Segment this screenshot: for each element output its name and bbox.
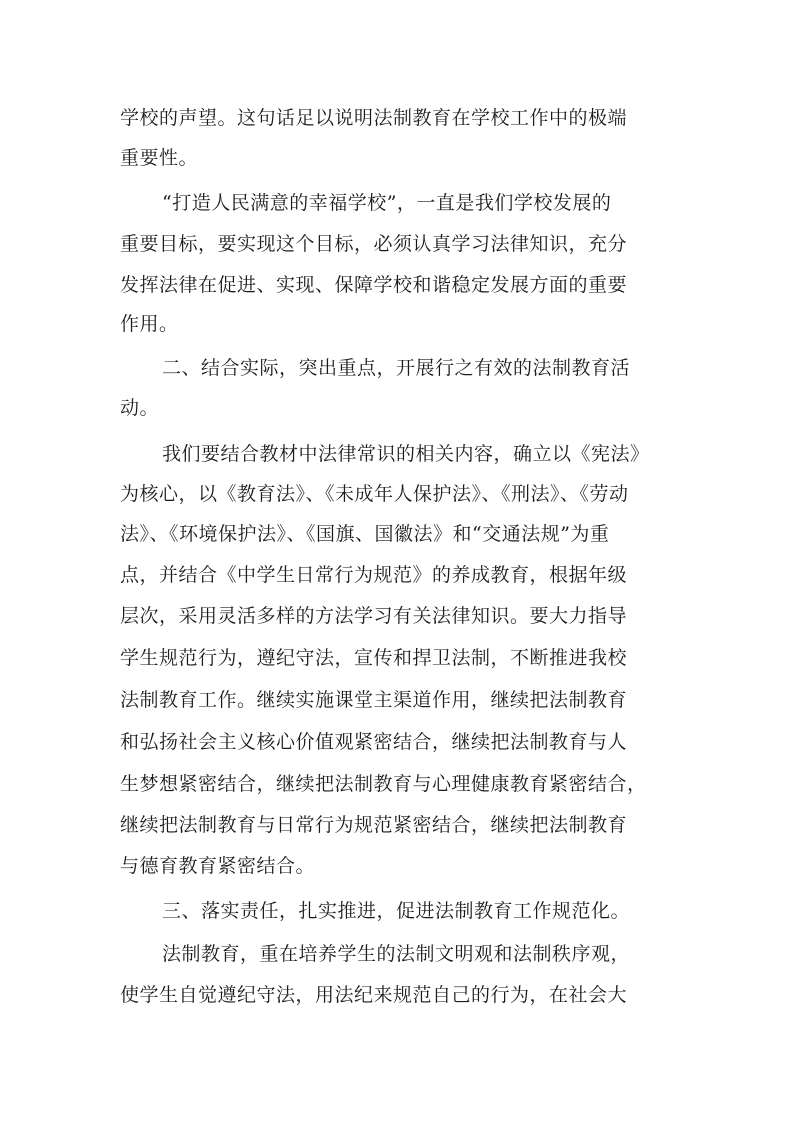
section-heading: 二、结合实际，突出重点，开展行之有效的法制教育活 [162,357,631,379]
section-heading: 三、落实责任，扎实推进，促进法制教育工作规范化。 [162,900,631,922]
text-line: 法制教育，重在培养学生的法制文明观和法制秩序观， [162,943,631,965]
text-line: 学校的声望。这句话足以说明法制教育在学校工作中的极端 [120,107,628,129]
text-line: 生梦想紧密结合，继续把法制教育与心理健康教育紧密结合， [120,773,647,795]
text-line: 动。 [120,397,160,419]
text-line: 使学生自觉遵纪守法，用法纪来规范自己的行为，在社会大 [120,984,628,1006]
text-line: 层次，采用灵活多样的方法学习有关法律知识。要大力指导 [120,605,628,627]
text-line: “打造人民满意的幸福学校”，一直是我们学校发展的 [162,192,612,214]
text-line: 学生规范行为，遵纪守法，宣传和捍卫法制，不断推进我校 [120,647,628,669]
text-line: 重要性。 [120,147,199,169]
text-line: 与德育教育紧密结合。 [120,855,316,877]
text-line: 和弘扬社会主义核心价值观紧密结合，继续把法制教育与人 [120,731,628,753]
text-line: 发挥法律在促进、实现、保障学校和谐稳定发展方面的重要 [120,274,628,296]
text-line: 重要目标，要实现这个目标，必须认真学习法律知识，充分 [120,233,628,255]
text-line: 作用。 [120,313,179,335]
text-line: 我们要结合教材中法律常识的相关内容，确立以《宪法》 [162,443,650,465]
text-line: 为核心，以《教育法》、《未成年人保护法》、《刑法》、《劳动 [120,483,629,505]
text-line: 点，并结合《中学生日常行为规范》的养成教育，根据年级 [120,564,628,586]
text-line: 继续把法制教育与日常行为规范紧密结合，继续把法制教育 [120,814,628,836]
text-line: 法》、《环境保护法》、《国旗、国徽法》和“交通法规”为重 [120,523,610,545]
text-line: 法制教育工作。继续实施课堂主渠道作用，继续把法制教育 [120,689,628,711]
